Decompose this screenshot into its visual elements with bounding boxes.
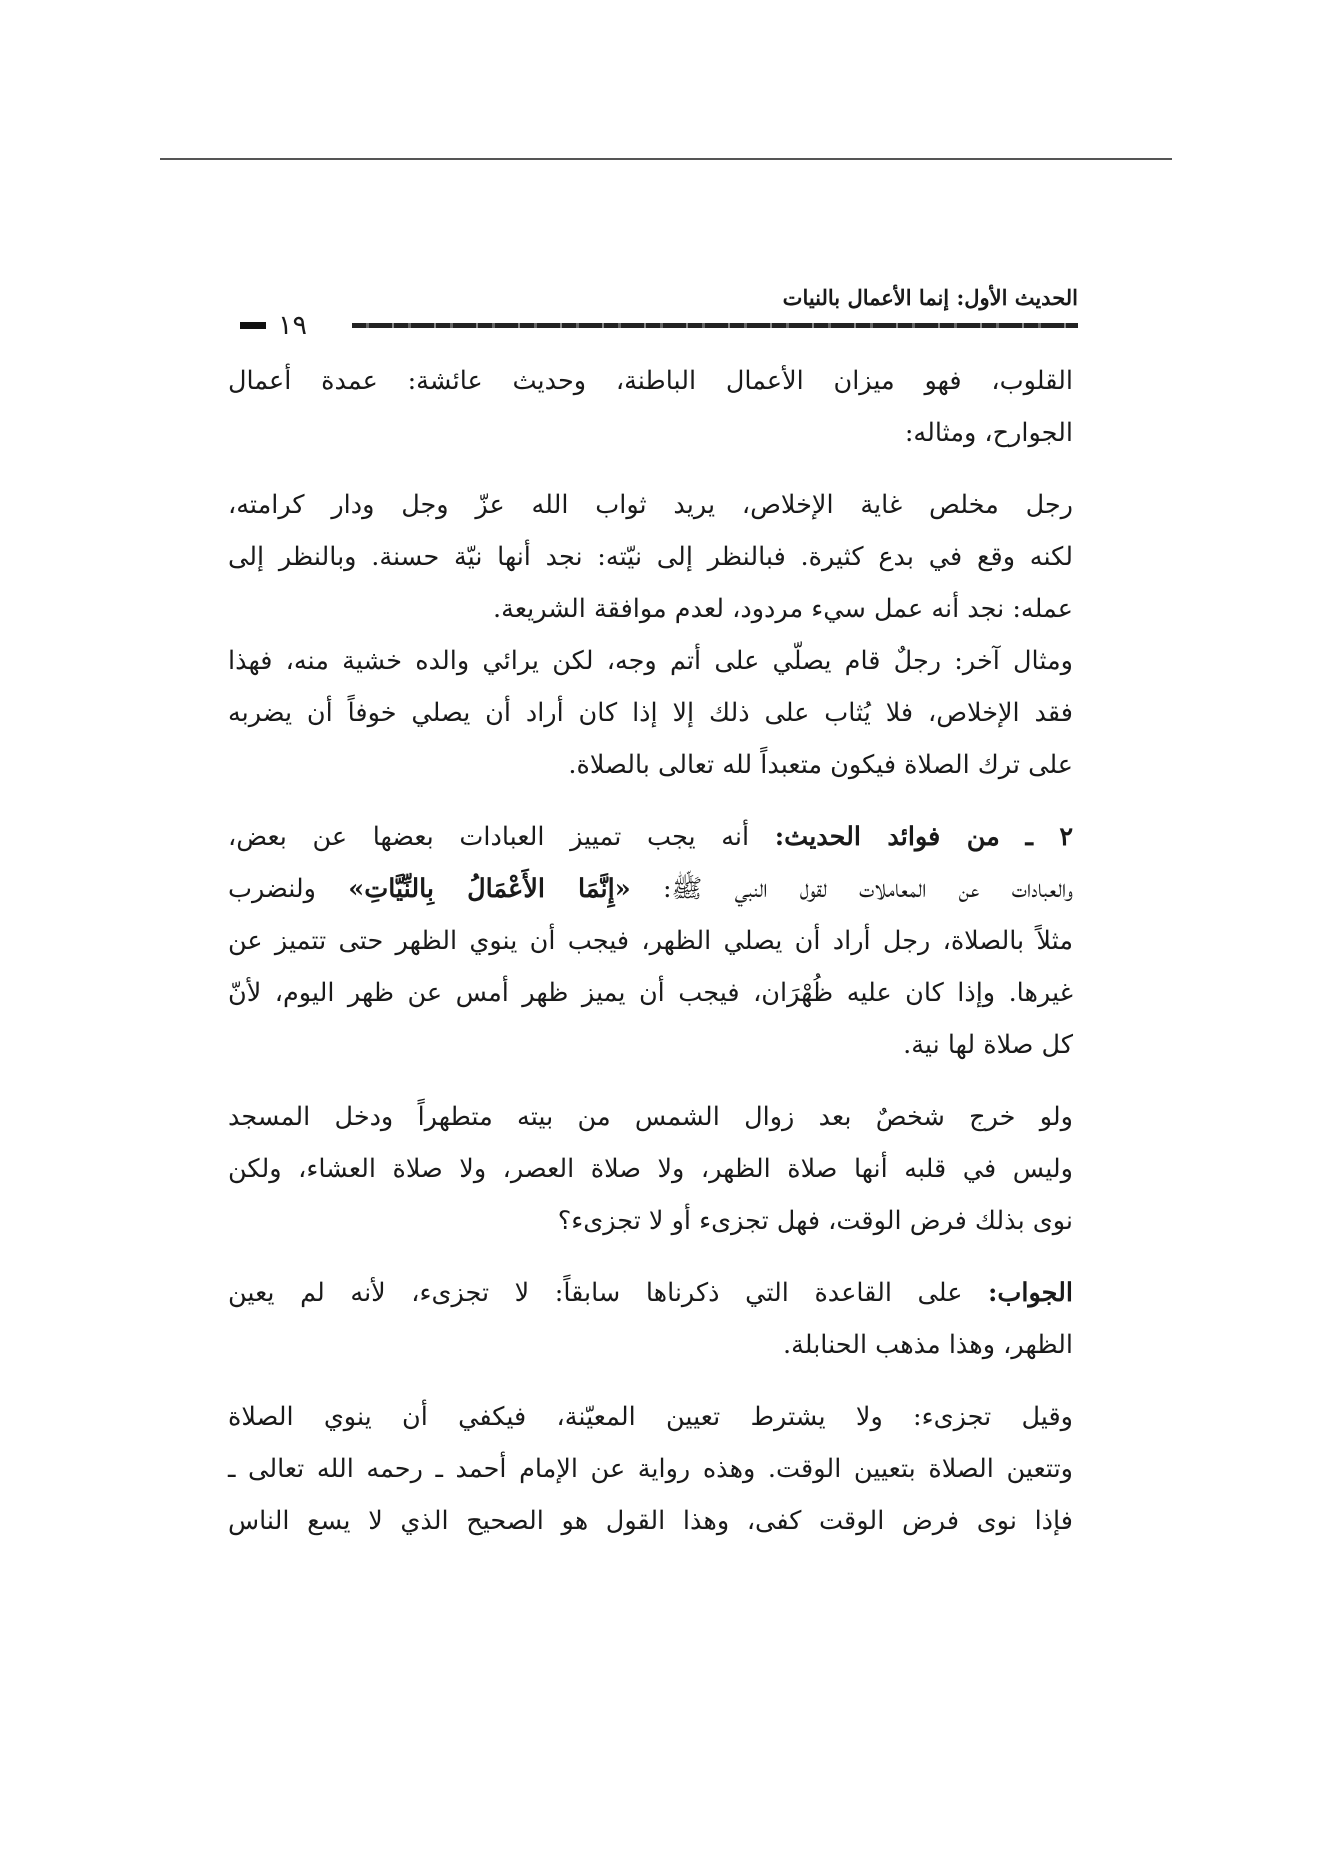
text-line: كل صلاة لها نية. [903, 1030, 1073, 1060]
text-line [228, 863, 1073, 915]
text-line: رجل مخلص غاية الإخلاص، يريد ثواب الله عزّ وجل ودار كرامته، [228, 490, 1073, 520]
point-number: ٢ ـ [1025, 822, 1074, 852]
text-line [228, 1267, 1073, 1319]
text-line: على ترك الصلاة فيكون متعبداً لله تعالى بالصلاة. [568, 750, 1073, 780]
text-line: غيرها. وإذا كان عليه ظُهْرَان، فيجب أن يميز ظهر أمس عن ظهر اليوم، لأنّ [228, 978, 1073, 1008]
header-rule [352, 323, 1078, 328]
text-line: نوى بذلك فرض الوقت، فهل تجزىء أو لا تجزىء؟ [557, 1206, 1073, 1236]
text-line: ومثال آخر: رجلٌ قام يصلّي على أتم وجه، لكن يرائي والده خشية منه، فهذا [228, 646, 1073, 676]
text-line: الظهر، وهذا مذهب الحنابلة. [782, 1330, 1073, 1360]
page-number-block [240, 312, 307, 339]
page-header [240, 285, 1078, 355]
text-line: وتتعين الصلاة بتعيين الوقت. وهذه رواية عن الإمام أحمد ـ رحمه الله تعالى ـ [228, 1454, 1073, 1484]
text-line: الجوارح، ومثاله: [904, 418, 1073, 448]
text-span: أنه يجب تمييز العبادات بعضها عن بعض، [228, 822, 750, 852]
running-title: الحديث الأول: إنما الأعمال بالنيات [782, 285, 1078, 310]
text-line [228, 811, 1073, 863]
text-span: والعبادات عن المعاملات لقول النبي ﷺ: [662, 874, 1074, 904]
answer-lead: الجواب: [988, 1278, 1073, 1308]
section-lead: من فوائد الحديث: [774, 822, 1000, 852]
text-line: مثلاً بالصلاة، رجل أراد أن يصلي الظهر، فيجب أن ينوي الظهر حتى تتميز عن [228, 926, 1073, 956]
page-body [228, 355, 1073, 1547]
page-number: ١٩ [278, 310, 308, 341]
text-span: ولنضرب [228, 874, 316, 904]
text-line: عمله: نجد أنه عمل سيء مردود، لعدم موافقة الشريعة. [493, 594, 1073, 624]
page-number-bar [240, 322, 266, 329]
text-line: ولو خرج شخصٌ بعد زوال الشمس من بيته متطهراً ودخل المسجد [228, 1102, 1073, 1132]
text-line: وقيل تجزىء: ولا يشترط تعيين المعيّنة، فيكفي أن ينوي الصلاة [228, 1402, 1073, 1432]
scan-top-rule [160, 158, 1172, 160]
text-span: على القاعدة التي ذكرناها سابقاً: لا تجزىء، لأنه لم يعين [228, 1278, 963, 1308]
text-line: القلوب، فهو ميزان الأعمال الباطنة، وحديث عائشة: عمدة أعمال [228, 366, 1073, 396]
hadith-quote: «إِنَّمَا الأَعْمَالُ بِالنِّيَّاتِ» [348, 874, 631, 904]
text-line: لكنه وقع في بدع كثيرة. فبالنظر إلى نيّته: نجد أنها نيّة حسنة. وبالنظر إلى [228, 542, 1073, 572]
text-line: فقد الإخلاص، فلا يُثاب على ذلك إلا إذا كان أراد أن يصلي خوفاً أن يضربه [228, 698, 1073, 728]
text-line: وليس في قلبه أنها صلاة الظهر، ولا صلاة العصر، ولا صلاة العشاء، ولكن [228, 1154, 1073, 1184]
text-line: فإذا نوى فرض الوقت كفى، وهذا القول هو الصحيح الذي لا يسع الناس [228, 1506, 1073, 1536]
